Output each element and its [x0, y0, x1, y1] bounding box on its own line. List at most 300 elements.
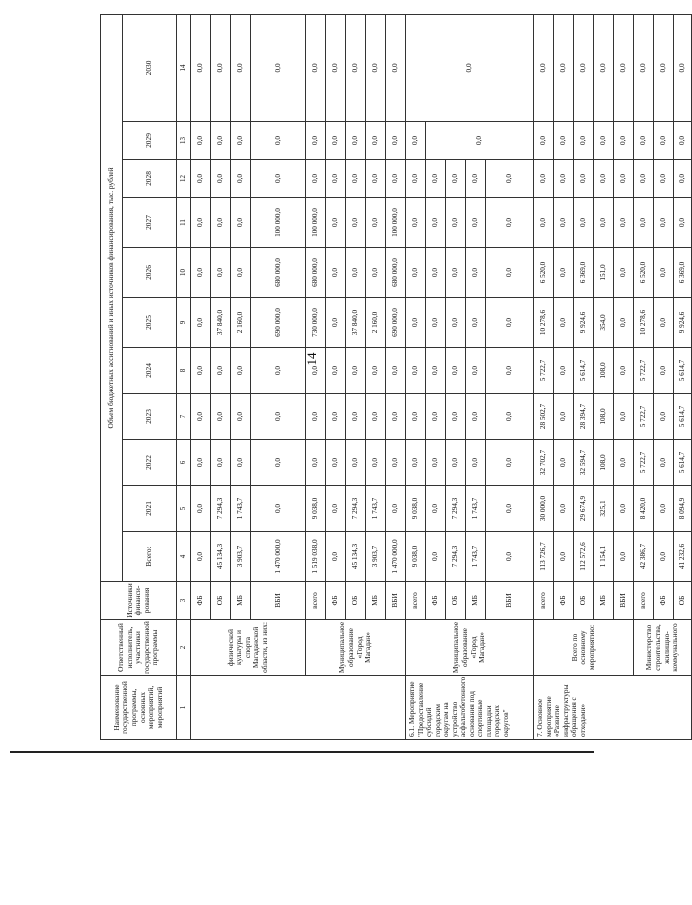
value-cell: 0,0	[574, 14, 594, 121]
value-cell: 0,0	[634, 14, 654, 121]
value-cell: 1 470 000,0	[251, 532, 306, 582]
value-cell: 5 614,7	[674, 440, 692, 486]
value-cell: 690 000,0	[251, 298, 306, 348]
value-cell: 0,0	[466, 248, 486, 298]
value-cell: 8 094,9	[674, 486, 692, 532]
value-cell: 37 840,0	[346, 298, 366, 348]
value-cell: 0,0	[426, 348, 446, 394]
value-cell: 0,0	[251, 486, 306, 532]
value-cell: 0,0	[594, 122, 614, 160]
value-cell: 0,0	[251, 14, 306, 121]
value-cell: 151,0	[594, 248, 614, 298]
header-year: 2028	[123, 160, 177, 198]
value-cell: 0,0	[466, 440, 486, 486]
header-year: 2029	[123, 122, 177, 160]
value-cell: 32 702,7	[534, 440, 554, 486]
value-cell: 5 614,7	[574, 348, 594, 394]
financing-table	[100, 14, 692, 740]
value-cell: 8 420,0	[634, 486, 654, 532]
value-cell: 28 502,7	[534, 394, 554, 440]
value-cell: 0,0	[654, 440, 674, 486]
value-cell: 1 743,7	[466, 486, 486, 532]
value-cell: 0,0	[486, 440, 534, 486]
value-cell: 0,0	[191, 440, 211, 486]
value-cell: 0,0	[486, 394, 534, 440]
source-cell: ВБИ	[614, 582, 634, 620]
value-cell: 0,0	[251, 348, 306, 394]
value-cell: 0,0	[326, 532, 346, 582]
value-cell: 5 722,7	[634, 394, 654, 440]
value-cell: 0,0	[366, 394, 386, 440]
value-cell: 0,0	[554, 298, 574, 348]
source-cell: ФБ	[326, 582, 346, 620]
value-cell: 5 722,7	[634, 348, 654, 394]
value-cell: 0,0	[406, 394, 426, 440]
index-cell: 7	[177, 394, 191, 440]
source-cell: ВБИ	[486, 582, 534, 620]
value-cell: 0,0	[614, 198, 634, 248]
page-divider	[10, 751, 594, 753]
value-cell: 0,0	[634, 160, 654, 198]
value-cell: 0,0	[654, 532, 674, 582]
value-cell: 112 572,6	[574, 532, 594, 582]
value-cell: 0,0	[594, 14, 614, 121]
value-cell: 0,0	[634, 122, 654, 160]
source-cell: всего	[534, 582, 554, 620]
value-cell: 0,0	[446, 348, 466, 394]
measure-name-cell: 7. Основное мероприятие «Развитие инфраструктуры обращения с отходами»	[534, 676, 692, 740]
value-cell: 0,0	[326, 394, 346, 440]
value-cell: 0,0	[211, 348, 231, 394]
value-cell: 0,0	[326, 248, 346, 298]
value-cell: 0,0	[346, 198, 366, 248]
value-cell: 0,0	[191, 160, 211, 198]
value-cell: 29 674,9	[574, 486, 594, 532]
source-cell: ВБИ	[386, 582, 406, 620]
value-cell: 100 000,0	[251, 198, 306, 248]
value-cell: 0,0	[306, 440, 326, 486]
source-cell: ОБ	[211, 582, 231, 620]
value-cell: 0,0	[466, 160, 486, 198]
value-cell: 1 154,1	[594, 532, 614, 582]
value-cell: 2 160,0	[366, 298, 386, 348]
value-cell: 45 134,3	[211, 532, 231, 582]
value-cell: 0,0	[446, 248, 466, 298]
value-cell: 0,0	[366, 440, 386, 486]
value-cell: 0,0	[534, 14, 554, 121]
value-cell: 0,0	[191, 14, 211, 121]
value-cell: 690 000,0	[386, 298, 406, 348]
header-year: 2023	[123, 394, 177, 440]
value-cell: 0,0	[406, 198, 426, 248]
value-cell: 0,0	[554, 14, 574, 121]
value-cell: 28 394,7	[574, 394, 594, 440]
value-cell: 0,0	[326, 160, 346, 198]
value-cell: 0,0	[306, 160, 326, 198]
value-cell: 45 134,3	[346, 532, 366, 582]
value-cell: 0,0	[614, 440, 634, 486]
value-cell: 3 903,7	[366, 532, 386, 582]
value-cell: 0,0	[426, 440, 446, 486]
value-cell: 0,0	[406, 348, 426, 394]
value-cell: 0,0	[211, 440, 231, 486]
value-cell: 0,0	[614, 532, 634, 582]
source-cell: ФБ	[191, 582, 211, 620]
index-cell: 8	[177, 348, 191, 394]
source-cell: ФБ	[654, 582, 674, 620]
value-cell: 0,0	[346, 248, 366, 298]
index-cell: 5	[177, 486, 191, 532]
source-cell: ВБИ	[251, 582, 306, 620]
value-cell: 0,0	[574, 160, 594, 198]
value-cell: 0,0	[674, 14, 692, 121]
source-cell: МБ	[594, 582, 614, 620]
value-cell: 0,0	[231, 198, 251, 248]
value-cell: 0,0	[674, 122, 692, 160]
value-cell: 1 470 000,0	[386, 532, 406, 582]
header-year: 2024	[123, 348, 177, 394]
value-cell: 0,0	[306, 14, 326, 121]
value-cell: 0,0	[366, 14, 386, 121]
value-cell: 113 726,7	[534, 532, 554, 582]
executor-cell: Муниципальное образование «Город Магадан»	[306, 620, 406, 676]
value-cell: 0,0	[326, 298, 346, 348]
header-year: 2022	[123, 440, 177, 486]
index-cell: 14	[177, 14, 191, 121]
executor-cell: Муниципальное образование «Город Магадан»	[406, 620, 534, 676]
value-cell: 0,0	[614, 348, 634, 394]
value-cell: 0,0	[191, 348, 211, 394]
value-cell: 6 369,0	[574, 248, 594, 298]
value-cell: 3 903,7	[231, 532, 251, 582]
value-cell: 5 722,7	[534, 348, 554, 394]
value-cell: 0,0	[426, 160, 446, 198]
value-cell: 730 000,0	[306, 298, 326, 348]
value-cell: 7 294,3	[346, 486, 366, 532]
value-cell: 0,0	[554, 122, 574, 160]
value-cell: 0,0	[534, 198, 554, 248]
value-cell: 0,0	[426, 198, 446, 248]
value-cell: 0,0	[614, 394, 634, 440]
value-cell: 1 743,7	[231, 486, 251, 532]
value-cell: 0,0	[251, 160, 306, 198]
header-name: Наименование государственной программы, основных мероприятий, мероприятий	[101, 676, 177, 740]
value-cell: 0,0	[366, 348, 386, 394]
index-cell: 12	[177, 160, 191, 198]
index-cell: 10	[177, 248, 191, 298]
merged-value-cell: 0,0	[406, 14, 534, 121]
value-cell: 9 038,0	[306, 486, 326, 532]
value-cell: 0,0	[654, 248, 674, 298]
header-year: 2026	[123, 248, 177, 298]
value-cell: 0,0	[366, 198, 386, 248]
value-cell: 0,0	[211, 394, 231, 440]
value-cell: 0,0	[614, 14, 634, 121]
value-cell: 0,0	[386, 440, 406, 486]
value-cell: 9 924,6	[674, 298, 692, 348]
value-cell: 0,0	[191, 248, 211, 298]
value-cell: 0,0	[231, 122, 251, 160]
value-cell: 0,0	[654, 122, 674, 160]
source-cell: ОБ	[674, 582, 692, 620]
value-cell: 7 294,3	[211, 486, 231, 532]
source-cell: МБ	[366, 582, 386, 620]
value-cell: 9 038,0	[406, 532, 426, 582]
value-cell: 9 924,6	[574, 298, 594, 348]
merged-value-cell: 0,0	[426, 122, 534, 160]
source-cell: ОБ	[446, 582, 466, 620]
value-cell: 1 743,7	[366, 486, 386, 532]
index-cell: 11	[177, 198, 191, 248]
page-number: 14	[304, 352, 319, 366]
value-cell: 0,0	[191, 532, 211, 582]
value-cell: 0,0	[614, 486, 634, 532]
value-cell: 0,0	[614, 298, 634, 348]
value-cell: 0,0	[406, 160, 426, 198]
value-cell: 0,0	[306, 348, 326, 394]
value-cell: 0,0	[426, 394, 446, 440]
value-cell: 0,0	[554, 394, 574, 440]
value-cell: 0,0	[654, 394, 674, 440]
value-cell: 0,0	[466, 298, 486, 348]
value-cell: 0,0	[326, 348, 346, 394]
value-cell: 10 278,6	[534, 298, 554, 348]
value-cell: 0,0	[554, 348, 574, 394]
value-cell: 0,0	[486, 198, 534, 248]
header-year: 2025	[123, 298, 177, 348]
value-cell: 0,0	[326, 198, 346, 248]
value-cell: 0,0	[486, 160, 534, 198]
value-cell: 0,0	[211, 248, 231, 298]
executor-cell: физической культуры и спорта Магаданской области, из них:	[191, 620, 306, 676]
index-cell: 9	[177, 298, 191, 348]
value-cell: 0,0	[366, 248, 386, 298]
value-cell: 680 000,0	[306, 248, 326, 298]
index-cell: 3	[177, 582, 191, 620]
value-cell: 0,0	[346, 394, 366, 440]
value-cell: 0,0	[366, 122, 386, 160]
value-cell: 0,0	[486, 248, 534, 298]
name-cell-empty	[191, 676, 406, 740]
source-cell: ОБ	[346, 582, 366, 620]
value-cell: 0,0	[231, 14, 251, 121]
value-cell: 0,0	[674, 198, 692, 248]
value-cell: 6 520,0	[634, 248, 654, 298]
value-cell: 0,0	[191, 486, 211, 532]
value-cell: 354,0	[594, 298, 614, 348]
value-cell: 32 594,7	[574, 440, 594, 486]
header-year: 2021	[123, 486, 177, 532]
value-cell: 0,0	[346, 14, 366, 121]
value-cell: 0,0	[654, 160, 674, 198]
source-cell: МБ	[466, 582, 486, 620]
value-cell: 37 840,0	[211, 298, 231, 348]
value-cell: 0,0	[346, 160, 366, 198]
value-cell: 0,0	[211, 160, 231, 198]
header-year: 2030	[123, 14, 177, 121]
value-cell: 0,0	[446, 198, 466, 248]
value-cell: 108,0	[594, 440, 614, 486]
value-cell: 9 038,0	[406, 486, 426, 532]
value-cell: 1 519 038,0	[306, 532, 326, 582]
value-cell: 0,0	[614, 248, 634, 298]
value-cell: 0,0	[654, 198, 674, 248]
value-cell: 1 743,7	[466, 532, 486, 582]
value-cell: 5 722,7	[634, 440, 654, 486]
value-cell: 0,0	[346, 348, 366, 394]
measure-name-cell: 6.1. Мероприятие "Предоставление субсидий городским округам на устройство асфальтобетонного основания под спортивные площадки городских округов"	[406, 676, 534, 740]
value-cell: 0,0	[426, 248, 446, 298]
value-cell: 0,0	[231, 248, 251, 298]
executor-cell: Всего по основному мероприятию:	[534, 620, 634, 676]
value-cell: 0,0	[426, 486, 446, 532]
value-cell: 0,0	[211, 198, 231, 248]
value-cell: 0,0	[446, 394, 466, 440]
value-cell: 0,0	[251, 122, 306, 160]
index-cell: 6	[177, 440, 191, 486]
rotated-table-wrapper	[100, 15, 687, 740]
value-cell: 0,0	[466, 198, 486, 248]
value-cell: 30 000,0	[534, 486, 554, 532]
value-cell: 10 278,6	[634, 298, 654, 348]
value-cell: 0,0	[446, 160, 466, 198]
value-cell: 0,0	[614, 122, 634, 160]
value-cell: 5 614,7	[674, 394, 692, 440]
value-cell: 0,0	[486, 486, 534, 532]
value-cell: 0,0	[326, 486, 346, 532]
index-cell: 2	[177, 620, 191, 676]
value-cell: 7 294,3	[446, 532, 466, 582]
value-cell: 0,0	[574, 198, 594, 248]
value-cell: 0,0	[554, 248, 574, 298]
value-cell: 0,0	[306, 122, 326, 160]
value-cell: 0,0	[366, 160, 386, 198]
executor-cell: Министерство строительства, жилищно-коммунального	[634, 620, 692, 676]
value-cell: 680 000,0	[386, 248, 406, 298]
value-cell: 0,0	[674, 160, 692, 198]
value-cell: 0,0	[486, 348, 534, 394]
table-row	[191, 14, 211, 739]
value-cell: 0,0	[654, 298, 674, 348]
value-cell: 0,0	[406, 298, 426, 348]
value-cell: 680 000,0	[251, 248, 306, 298]
header-year: 2027	[123, 198, 177, 248]
value-cell: 0,0	[386, 486, 406, 532]
value-cell: 0,0	[191, 298, 211, 348]
value-cell: 5 614,7	[674, 348, 692, 394]
value-cell: 0,0	[486, 298, 534, 348]
value-cell: 100 000,0	[386, 198, 406, 248]
value-cell: 0,0	[466, 394, 486, 440]
source-cell: МБ	[231, 582, 251, 620]
source-cell: всего	[406, 582, 426, 620]
value-cell: 0,0	[654, 348, 674, 394]
index-cell: 13	[177, 122, 191, 160]
table-row	[534, 14, 554, 739]
value-cell: 6 369,0	[674, 248, 692, 298]
value-cell: 42 386,7	[634, 532, 654, 582]
value-cell: 108,0	[594, 348, 614, 394]
value-cell: 0,0	[614, 160, 634, 198]
value-cell: 0,0	[594, 160, 614, 198]
value-cell: 0,0	[306, 394, 326, 440]
header-executor: Ответственный исполнитель, участники государственной программы	[101, 620, 177, 676]
value-cell: 0,0	[554, 160, 574, 198]
value-cell: 0,0	[446, 440, 466, 486]
value-cell: 0,0	[554, 198, 574, 248]
value-cell: 108,0	[594, 394, 614, 440]
value-cell: 0,0	[326, 14, 346, 121]
value-cell: 0,0	[654, 486, 674, 532]
index-cell: 4	[177, 532, 191, 582]
value-cell: 0,0	[326, 440, 346, 486]
value-cell: 325,1	[594, 486, 614, 532]
value-cell: 0,0	[386, 122, 406, 160]
source-cell: всего	[634, 582, 654, 620]
source-cell: всего	[306, 582, 326, 620]
value-cell: 41 232,6	[674, 532, 692, 582]
value-cell: 0,0	[406, 440, 426, 486]
value-cell: 0,0	[346, 440, 366, 486]
value-cell: 0,0	[594, 198, 614, 248]
value-cell: 2 160,0	[231, 298, 251, 348]
value-cell: 0,0	[534, 160, 554, 198]
header-source: Источники финанси-рования	[101, 582, 177, 620]
value-cell: 0,0	[211, 14, 231, 121]
value-cell: 0,0	[426, 532, 446, 582]
table-row	[306, 14, 326, 739]
value-cell: 6 520,0	[534, 248, 554, 298]
value-cell: 0,0	[211, 122, 231, 160]
value-cell: 0,0	[574, 122, 594, 160]
value-cell: 0,0	[654, 14, 674, 121]
value-cell: 0,0	[554, 440, 574, 486]
header-total: Всего:	[123, 532, 177, 582]
value-cell: 0,0	[406, 248, 426, 298]
value-cell: 0,0	[326, 122, 346, 160]
value-cell: 100 000,0	[306, 198, 326, 248]
source-cell: ОБ	[574, 582, 594, 620]
table-row	[406, 14, 426, 739]
index-cell: 1	[177, 676, 191, 740]
value-cell: 0,0	[426, 298, 446, 348]
value-cell: 0,0	[191, 394, 211, 440]
value-cell: 0,0	[554, 532, 574, 582]
table-row	[634, 14, 654, 739]
value-cell: 0,0	[386, 160, 406, 198]
value-cell: 0,0	[466, 348, 486, 394]
value-cell: 0,0	[231, 348, 251, 394]
value-cell: 0,0	[446, 298, 466, 348]
source-cell: ФБ	[554, 582, 574, 620]
value-cell: 0,0	[406, 122, 426, 160]
value-cell: 7 294,3	[446, 486, 466, 532]
value-cell: 0,0	[251, 394, 306, 440]
value-cell: 0,0	[191, 198, 211, 248]
value-cell: 0,0	[486, 532, 534, 582]
value-cell: 0,0	[346, 122, 366, 160]
value-cell: 0,0	[634, 198, 654, 248]
value-cell: 0,0	[386, 348, 406, 394]
value-cell: 0,0	[231, 394, 251, 440]
value-cell: 0,0	[534, 122, 554, 160]
value-cell: 0,0	[231, 440, 251, 486]
index-row	[177, 14, 191, 739]
header-volume: Объем бюджетных ассигнований и иных источников финансирования, тыс. рублей	[101, 14, 123, 581]
value-cell: 0,0	[231, 160, 251, 198]
value-cell: 0,0	[386, 14, 406, 121]
value-cell: 0,0	[386, 394, 406, 440]
